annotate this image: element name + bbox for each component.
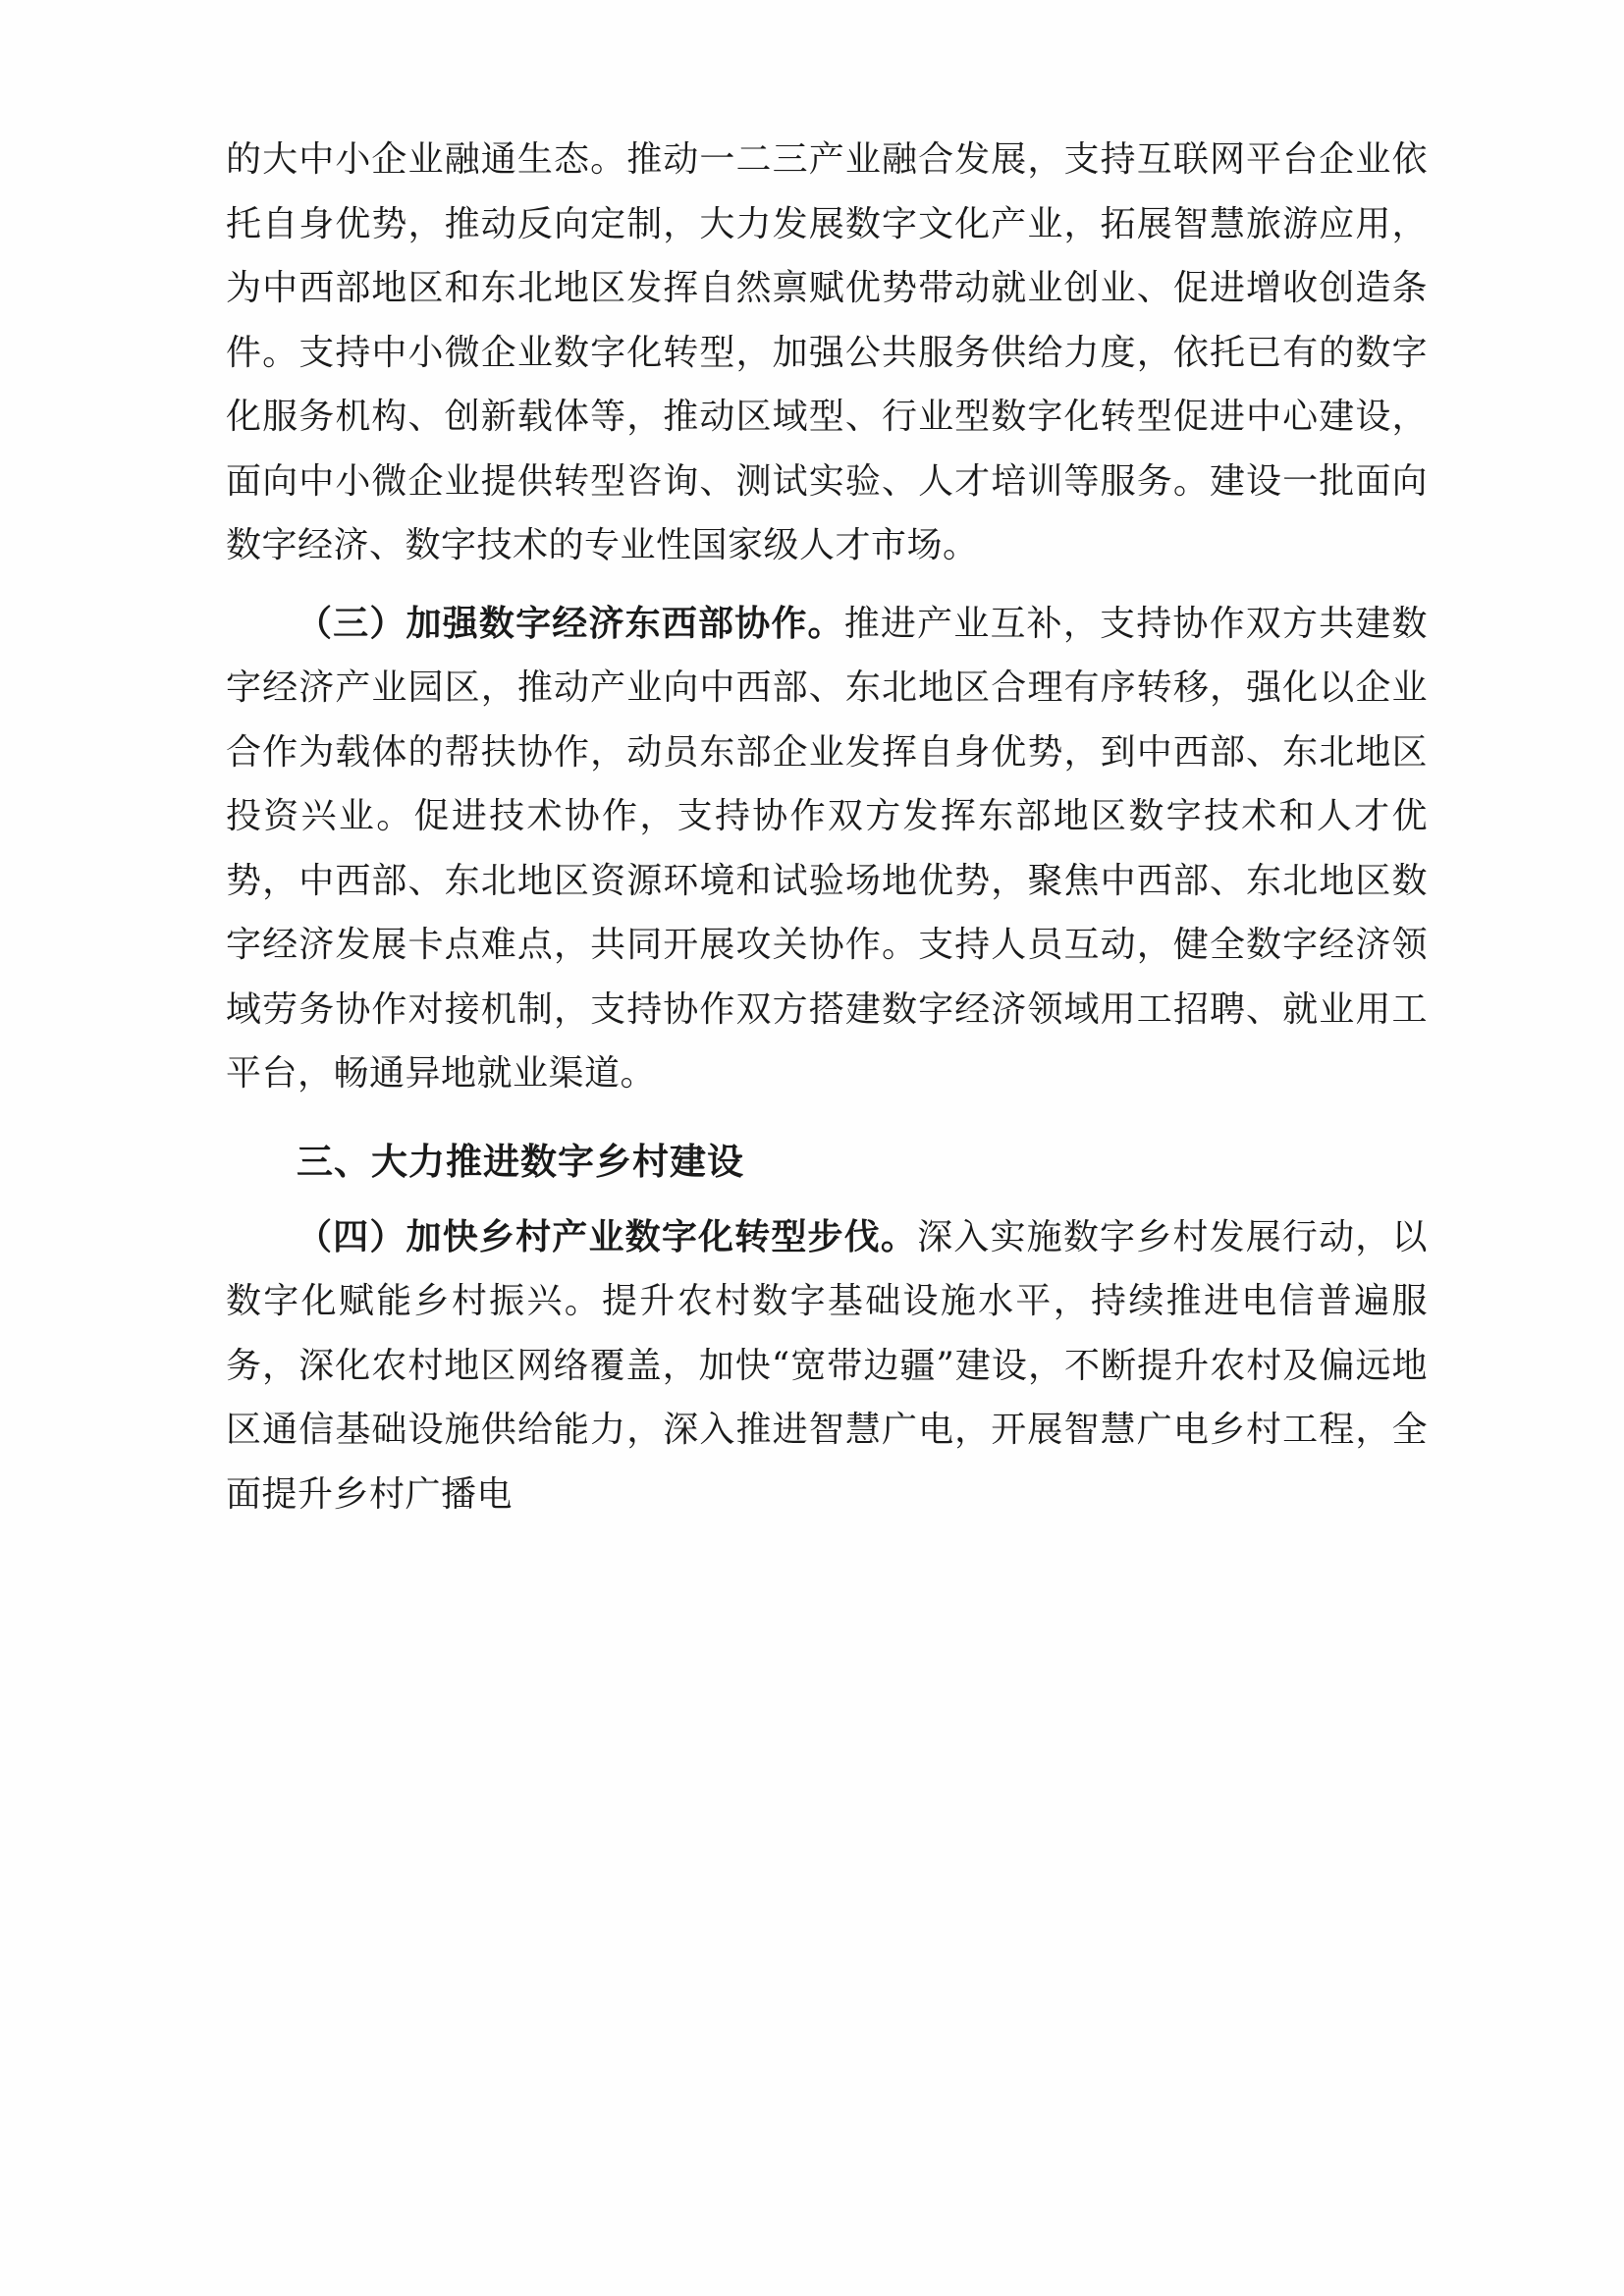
paragraph-item-four-text: 深入实施数字乡村发展行动，以数字化赋能乡村振兴。提升农村数字基础设施水平，持续推进电信普遍服务，深化农村地区网络覆盖，加快“宽带边疆”建设，不断提升农村及偏远地区通信基础设施供给能力，深入推进智慧广电，开展智慧广电乡村工程，全面提升乡村广播电 xyxy=(226,1216,1428,1515)
paragraph-spacer xyxy=(226,582,1428,592)
paragraph-item-three xyxy=(226,592,1428,1106)
paragraph-item-three-lead: （三）加强数字经济东西部协作。 xyxy=(297,602,844,644)
paragraph-item-four-lead: （四）加快乡村产业数字化转型步伐。 xyxy=(297,1215,918,1257)
document-body xyxy=(226,128,1428,1526)
section-heading-three: 三、大力推进数字乡村建设 xyxy=(297,1140,744,1183)
paragraph-continued-sme-ecosystem: 的大中小企业融通生态。推动一二三产业融合发展，支持互联网平台企业依托自身优势，推动反向定制，大力发展数字文化产业，拓展智慧旅游应用，为中西部地区和东北地区发挥自然禀赋优势带动就业创业、促进增收创造条件。支持中小微企业数字化转型，加强公共服务供给力度，依托已有的数字化服务机构、创新载体等，推动区域型、行业型数字化转型促进中心建设，面向中小微企业提供转型咨询、测试实验、人才培训等服务。建设一批面向数字经济、数字技术的专业性国家级人才市场。 xyxy=(226,139,1428,566)
paragraph-item-four xyxy=(226,1205,1428,1527)
paragraph-item-three-text: 推进产业互补，支持协作双方共建数字经济产业园区，推动产业向中西部、东北地区合理有序转移，强化以企业合作为载体的帮扶协作，动员东部企业发挥自身优势，到中西部、东北地区投资兴业。促进技术协作，支持协作双方发挥东部地区数字技术和人才优势，中西部、东北地区资源环境和试验场地优势，聚焦中西部、东北地区数字经济发展卡点难点，共同开展攻关协作。支持人员互动，健全数字经济领域劳务协作对接机制，支持协作双方搭建数字经济领域用工招聘、就业用工平台，畅通异地就业渠道。 xyxy=(226,603,1428,1095)
